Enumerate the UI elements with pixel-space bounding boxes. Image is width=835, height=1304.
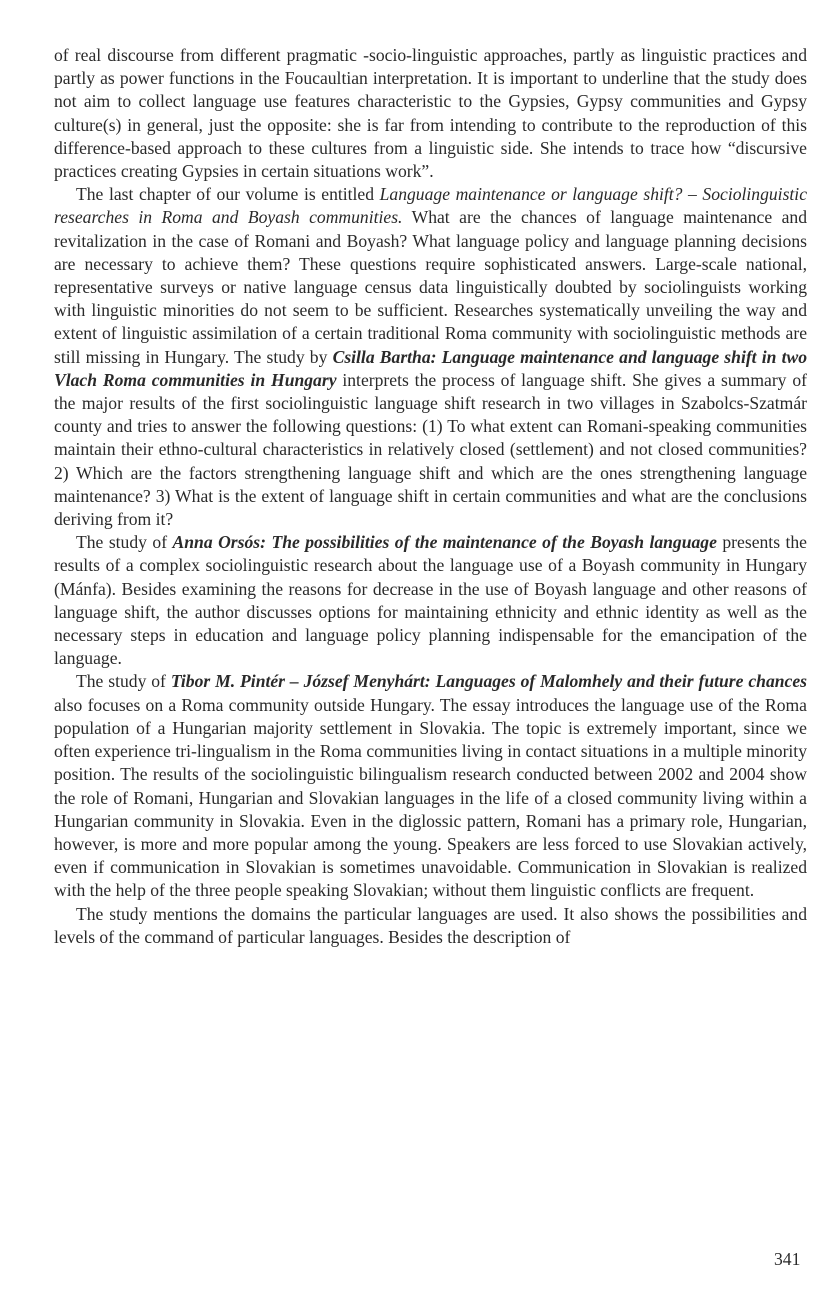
study-reference-orsos: Anna Orsós: The possibilities of the maintenance of the Boyash language — [172, 532, 717, 553]
paragraph-4-text-b: also focuses on a Roma community outside Hungary. The essay introduces the language use of the Roma population of a Hungarian majority settlement in Slovakia. The topic is extremely important, since we often experience tri-lingualism in the Roma communities living in contact situations in a multiple minority position. The results of the sociolinguistic bilingualism research conducted between 2002 and 2004 show the role of Romani, Hungarian and Slovakian languages in the life of a closed community living within a Hungarian community in Slovakia. Even in the diglossic pattern, Romani has a primary role, Hungarian, however, is more and more popular among the young. Speakers are less forced to use Slovakian actively, even if communication in Slovakian is sometimes unavoidable. Communication in Slovakian is realized with the help of the three people speaking Slovakian; without them linguistic conflicts are frequent. — [54, 694, 807, 901]
book-page-body — [54, 44, 807, 949]
paragraph-2-text-b: What are the chances of language maintenance and revitalization in the case of Romani and Boyash? What language policy and language planning decisions are necessary to achieve them? These questions require sophisticated answers. Large-scale national, representative surveys or native language census data linguistically doubted by sociolinguists working with linguistic minorities do not seem to be sufficient. Researches systematically unveiling the way and extent of linguistic assimilation of a certain traditional Roma community with sociolinguistic methods are still missing in Hungary. The study by — [54, 207, 807, 367]
chapter-title: Language maintenance or language shift? – Sociolinguistic researches in Roma and Boyash communities. — [54, 184, 808, 228]
page-number: 341 — [774, 1249, 801, 1269]
paragraph-2-text-a: The last chapter of our volume is entitled — [76, 184, 380, 205]
paragraph-5 — [54, 903, 807, 949]
paragraph-3-text-a: The study of — [76, 532, 173, 553]
paragraph-2 — [54, 183, 807, 531]
paragraph-4-text-a: The study of — [76, 671, 171, 692]
paragraph-1-text: of real discourse from different pragmatic -socio-linguistic approaches, partly as linguistic practices and partly as power functions in the Foucaultian interpretation. It is important to underline that the study does not aim to collect language use features characteristic to the Gypsies, Gypsy communities and Gypsy culture(s) in general, just the opposite: she is far from intending to contribute to the reproduction of this difference-based approach to these cultures from a linguistic side. She intends to trace how “discursive practices creating Gypsies in certain situations work”. — [54, 45, 807, 182]
paragraph-5-text: The study mentions the domains the particular languages are used. It also shows the possibilities and levels of the command of particular languages. Besides the description of — [54, 903, 807, 947]
study-reference-pinter-menyhart: Tibor M. Pintér – József Menyhárt: Languages of Malomhely and their future chances — [170, 671, 807, 692]
paragraph-2-text-c: interprets the process of language shift. She gives a summary of the major results of the first sociolinguistic language shift research in two villages in Szabolcs-Szatmár county and tries to answer the following questions: (1) To what extent can Romani-speaking communities maintain their ethno-cultural characteristics in relatively closed (settlement) and not closed communities? 2) Which are the factors strengthening language shift and which are the ones strengthening language maintenance? 3) What is the extent of language shift in certain communities and what are the conclusions deriving from it? — [54, 369, 807, 530]
study-reference-bartha: Csilla Bartha: Language maintenance and language shift in two Vlach Roma communities in Hungary — [54, 346, 807, 390]
paragraph-4 — [54, 670, 807, 902]
paragraph-1 — [54, 44, 807, 183]
paragraph-3-text-b: presents the results of a complex sociolinguistic research about the language use of a Boyash community in Hungary (Mánfa). Besides examining the reasons for decrease in the use of Boyash language and other reasons of language shift, the author discusses options for maintaining ethnicity and ethnic identity as well as the necessary steps in education and language policy planning indispensable for the emancipation of the language. — [54, 532, 807, 669]
paragraph-3 — [54, 531, 807, 670]
